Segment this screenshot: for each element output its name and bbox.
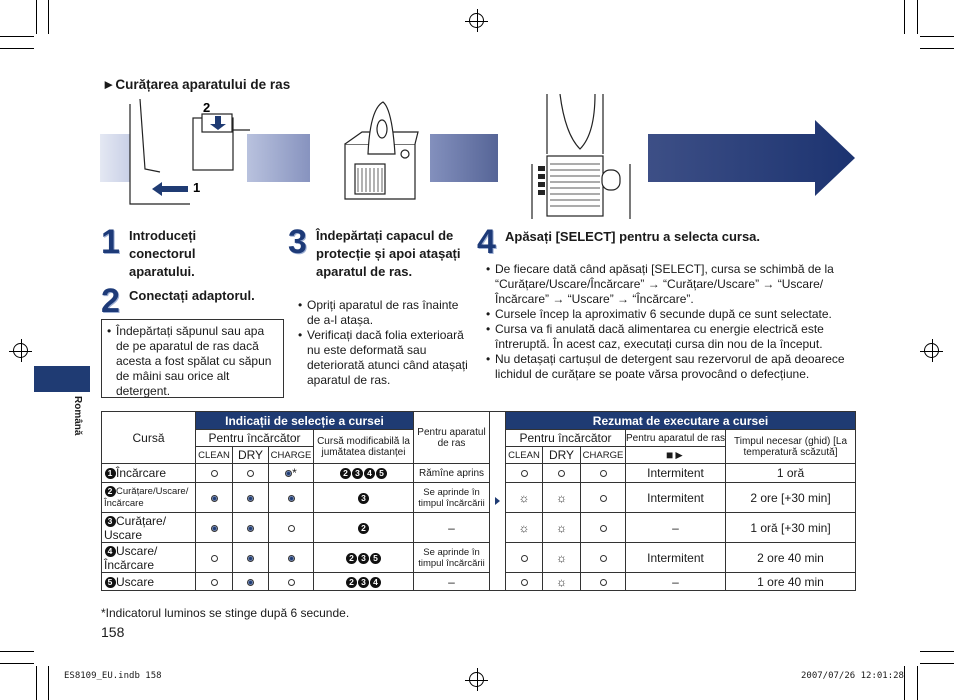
course-number: 3: [105, 516, 116, 527]
course-name: Uscare: [116, 574, 155, 589]
indicator-on-icon: [247, 555, 254, 562]
footnote: *Indicatorul luminos se stinge după 6 secunde.: [101, 606, 350, 620]
aparat-status: Rămîne aprins: [414, 464, 490, 483]
table-row: 3 Curățare/ Uscare 2 – ☼ ☼ – 1 oră [+30 min]: [102, 513, 856, 543]
section-title: ►Curățarea aparatului de ras: [102, 77, 291, 92]
aparat-status: Se aprinde în timpul încărcării: [414, 543, 490, 573]
course-number: 4: [105, 546, 116, 557]
header-clean-2: CLEAN: [506, 447, 543, 464]
footer-right: 2007/07/26 12:01:28: [801, 671, 904, 681]
indicator-on-icon: [288, 495, 295, 502]
step-3-number: 3: [288, 223, 307, 261]
step-4-number: 4: [477, 223, 496, 261]
aparat-status: –: [414, 573, 490, 591]
indicator-off-icon: [600, 525, 607, 532]
indicator-off-icon: [211, 579, 218, 586]
aparat-status: –: [414, 513, 490, 543]
language-label: Română: [72, 396, 83, 436]
time-required: 2 ore 40 min: [726, 543, 856, 573]
divider-column: [490, 412, 506, 591]
table-row: 2 Curățare/Uscare/ Încărcare 3 Se aprinde în timpul încărcării ☼ ☼ Intermitent 2 ore [+30 min]: [102, 483, 856, 513]
indicator-off-icon: [211, 555, 218, 562]
table-row: 5 Uscare 2 3 4 – ☼ – 1 ore 40 min: [102, 573, 856, 591]
asterisk: *: [292, 466, 297, 480]
course-number: 5: [105, 577, 116, 588]
course-name: Curățare/Uscare/ Încărcare: [104, 486, 189, 509]
rezumat-status: Intermitent: [626, 543, 726, 573]
course-table: [101, 411, 856, 591]
footer-left: ES8109_EU.indb 158: [64, 671, 162, 681]
list-item: • Verificați dacă folia exterioară nu este deformată sau deteriorată atunci când atașați aparatul de ras.: [307, 328, 475, 388]
course-number: 1: [105, 468, 116, 479]
indicator-on-icon: [247, 579, 254, 586]
rezumat-status: –: [626, 573, 726, 591]
registration-mark-left: [13, 343, 28, 358]
list-item: • Nu detașați cartușul de detergent sau rezervorul de apă deoarece lichidul de curățare se poate vărsa provocând o defecțiune.: [495, 352, 855, 382]
cleaning-steps-illustration: [100, 94, 855, 219]
indicator-off-icon: [600, 555, 607, 562]
course-name: Curățare/ Uscare: [104, 513, 167, 542]
sun-icon: ☼: [543, 513, 581, 543]
indicator-off-icon: [521, 555, 528, 562]
indicator-off-icon: [600, 579, 607, 586]
header-cursa: Cursă: [102, 412, 196, 464]
indicator-off-icon: [600, 495, 607, 502]
list-item: • Cursele încep la aproximativ 6 secunde după ce sunt selectate.: [495, 307, 855, 322]
sun-icon: ☼: [543, 483, 581, 513]
time-required: 2 ore [+30 min]: [726, 483, 856, 513]
indicator-off-icon: [600, 470, 607, 477]
sun-icon: ☼: [506, 483, 543, 513]
step-3-text: Îndepărtați capacul de protecție și apoi atașați aparatul de ras.: [316, 228, 461, 279]
indicator-on-icon: [288, 555, 295, 562]
indicator-off-icon: [288, 579, 295, 586]
header-dry-2: DRY: [543, 447, 581, 464]
plug-icon: ■►: [626, 447, 726, 464]
note-text: Îndepărtați săpunul sau apa de pe aparatul de ras dacă acesta a fost spălat cu săpun de mâini sau orice alt detergent.: [116, 324, 272, 398]
step-3-bullets: [297, 298, 475, 388]
step-2-text: Conectați adaptorul.: [129, 288, 255, 303]
sun-icon: ☼: [543, 543, 581, 573]
header-pentru-incarcator: Pentru încărcător: [196, 430, 314, 447]
page-number: 158: [101, 624, 125, 640]
sun-icon: ☼: [506, 513, 543, 543]
figure-label-2: 2: [203, 100, 211, 115]
course-name: Uscare/ Încărcare: [104, 543, 158, 572]
list-item: • Cursa va fi anulată dacă alimentarea cu energie electrică este întreruptă. În acest caz, executați cursa din nou de la început.: [495, 322, 855, 352]
step-1-text: Introduceți conectorul aparatului.: [129, 228, 197, 279]
header-dry: DRY: [233, 447, 269, 464]
list-item: • Opriți aparatul de ras înainte de a-l atașa.: [307, 298, 475, 328]
step-1-number: 1: [101, 223, 120, 261]
header-clean: CLEAN: [196, 447, 233, 464]
indicator-off-icon: [211, 470, 218, 477]
table-row: 1 Încărcare * 2 3 4 5 Rămîne aprins Intermitent 1 oră: [102, 464, 856, 483]
indicator-off-icon: [521, 470, 528, 477]
header-charge: CHARGE: [269, 447, 314, 464]
language-tab: [34, 366, 90, 392]
step-2-number: 2: [101, 282, 120, 320]
course-name: Încărcare: [116, 466, 167, 480]
time-required: 1 oră: [726, 464, 856, 483]
note-box: • Îndepărtați săpunul sau apa de pe aparatul de ras dacă acesta a fost spălat cu săpun de mâini sau orice alt detergent.: [101, 319, 284, 398]
indicator-on-icon: [247, 495, 254, 502]
triangle-bullet-icon: ►: [102, 77, 116, 92]
rezumat-status: Intermitent: [626, 483, 726, 513]
step-4-bullets: [485, 262, 855, 382]
indicator-off-icon: [247, 470, 254, 477]
indicator-on-icon: [211, 525, 218, 532]
indicator-on-icon: [247, 525, 254, 532]
list-item: • De fiecare dată când apăsați [SELECT], cursa se schimbă de la “Curățare/Uscare/Încărcare” → “Curățare/Uscare” → “Uscare/ Încărcare” → “Uscare” → “Încărcare”.: [495, 262, 855, 307]
arrow-icon: [495, 497, 500, 505]
course-number: 2: [105, 486, 116, 497]
time-required: 1 oră [+30 min]: [726, 513, 856, 543]
registration-mark-top: [469, 13, 484, 28]
sun-icon: ☼: [543, 573, 581, 591]
header-charge-2: CHARGE: [581, 447, 626, 464]
registration-mark-right: [924, 343, 939, 358]
indicator-on-icon: [211, 495, 218, 502]
table-row: 4 Uscare/ Încărcare 2 3 5 Se aprinde în timpul încărcării ☼ Intermitent 2 ore 40 min: [102, 543, 856, 573]
indicator-off-icon: [521, 579, 528, 586]
time-required: 1 ore 40 min: [726, 573, 856, 591]
figure-label-1: 1: [193, 180, 201, 195]
header-timp: Timpul necesar (ghid) [La temperatură scăzută]: [726, 430, 856, 464]
rezumat-status: –: [626, 513, 726, 543]
header-rezumat: Rezumat de executare a cursei: [506, 412, 856, 430]
indicator-off-icon: [288, 525, 295, 532]
header-pentru-incarcator-2: Pentru încărcător: [506, 430, 626, 447]
header-pentru-aparat: Pentru aparatul de ras: [414, 412, 490, 464]
header-cursa-modificabila: Cursă modificabilă la jumătatea distanței: [314, 430, 414, 464]
aparat-status: Se aprinde în timpul încărcării: [414, 483, 490, 513]
registration-mark-bottom: [469, 672, 484, 687]
header-indicatii: Indicații de selecție a cursei: [196, 412, 414, 430]
header-pentru-aparat-2: Pentru aparatul de ras: [626, 430, 726, 447]
step-4-text: Apăsați [SELECT] pentru a selecta cursa.: [505, 229, 761, 244]
indicator-off-icon: [558, 470, 565, 477]
rezumat-status: Intermitent: [626, 464, 726, 483]
